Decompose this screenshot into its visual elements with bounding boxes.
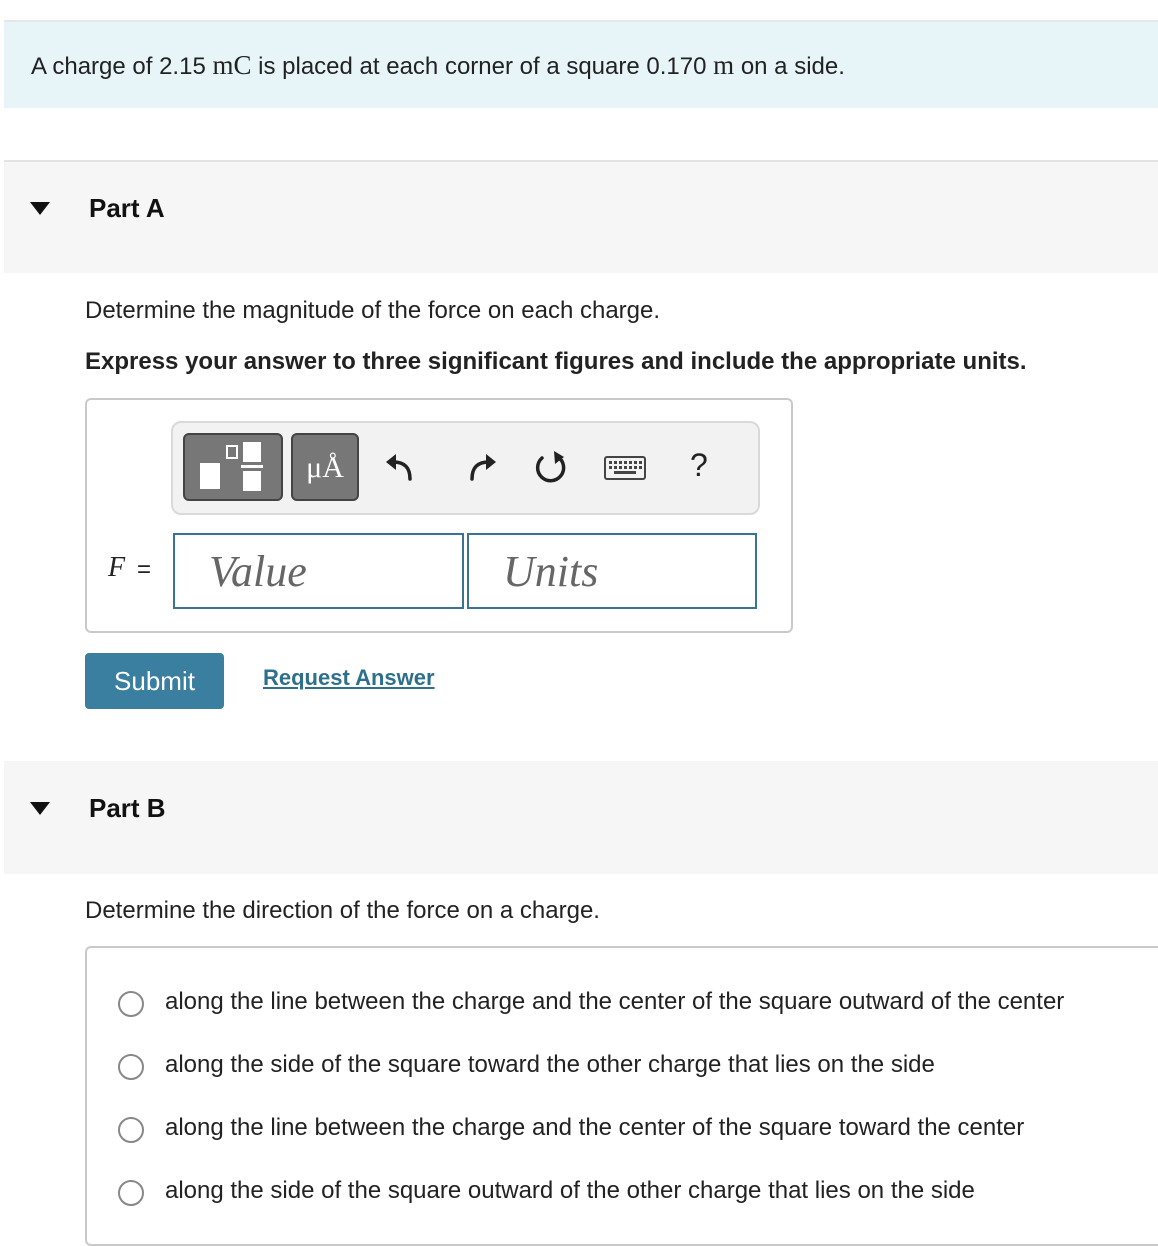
choice-label: along the side of the square outward of the other charge that lies on the side <box>165 1177 975 1204</box>
choice-label: along the line between the charge and the center of the square toward the center <box>165 1114 1025 1141</box>
radio-button[interactable] <box>118 991 144 1017</box>
part-b-header[interactable] <box>4 761 1158 874</box>
part-a-collapse-caret-icon[interactable] <box>30 202 50 215</box>
problem-text-before: A charge of 2.15 <box>31 53 213 80</box>
part-a-title: Part A <box>89 193 165 223</box>
part-a-instruction: Express your answer to three significant figures and include the appropriate units. <box>85 348 1027 375</box>
radio-button[interactable] <box>118 1054 144 1080</box>
reset-icon[interactable] <box>528 445 572 489</box>
part-b-question: Determine the direction of the force on a charge. <box>85 897 600 924</box>
part-a-question: Determine the magnitude of the force on each charge. <box>85 297 661 324</box>
radio-button[interactable] <box>118 1180 144 1206</box>
charge-unit: mC <box>212 50 252 80</box>
submit-button[interactable]: Submit <box>85 653 224 709</box>
fraction-template-icon <box>185 435 281 499</box>
part-b-collapse-caret-icon[interactable] <box>30 802 50 815</box>
equals-sign: = <box>137 556 152 583</box>
units-input[interactable] <box>467 533 757 609</box>
part-b-title: Part B <box>89 793 166 823</box>
redo-icon[interactable] <box>458 445 502 489</box>
side-unit: m <box>713 50 735 80</box>
problem-text-middle: is placed at each corner of a square 0.170 <box>258 53 714 80</box>
templates-button[interactable] <box>183 433 283 501</box>
variable-label: F <box>108 552 126 583</box>
part-a-header[interactable] <box>4 160 1158 273</box>
radio-button[interactable] <box>118 1117 144 1143</box>
undo-icon[interactable] <box>380 445 424 489</box>
request-answer-link[interactable]: Request Answer <box>263 665 435 690</box>
help-button[interactable]: ? <box>690 447 708 483</box>
units-button[interactable]: μÅ <box>291 433 359 501</box>
value-input[interactable] <box>173 533 464 609</box>
problem-statement <box>4 22 1158 108</box>
choice-label: along the line between the charge and the center of the square outward of the center <box>165 988 1065 1015</box>
problem-text-after: on a side. <box>740 53 845 80</box>
choice-label: along the side of the square toward the other charge that lies on the side <box>165 1051 935 1078</box>
keyboard-icon[interactable] <box>602 445 648 489</box>
